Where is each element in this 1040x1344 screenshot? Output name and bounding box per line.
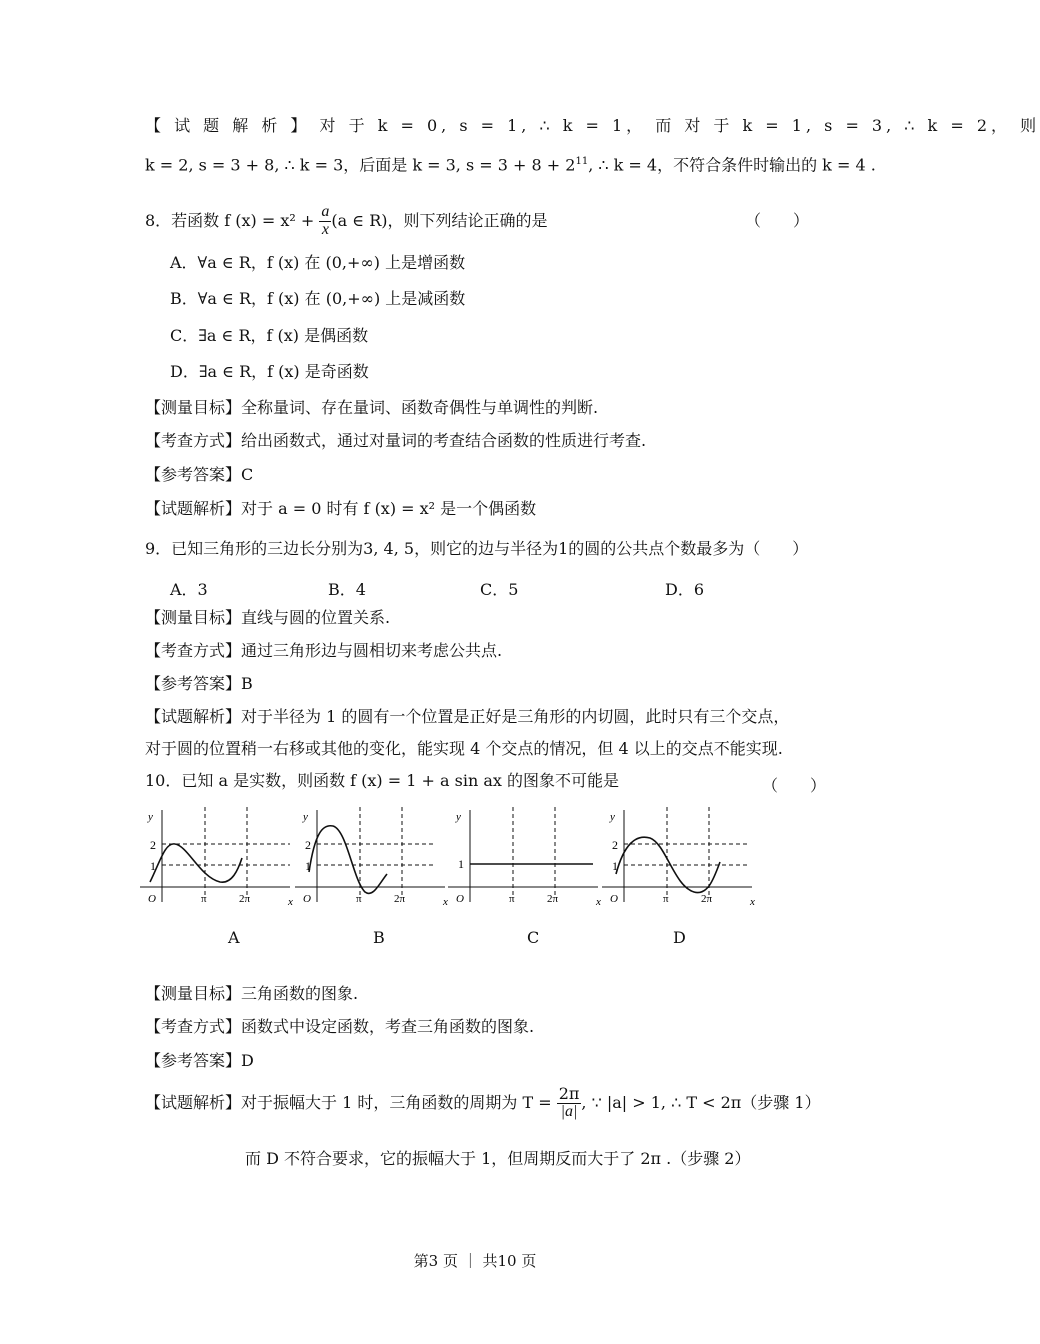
graph-c-origin: O (456, 893, 464, 905)
graph-c-tick-2pi: 2π (547, 893, 559, 905)
graph-c (448, 802, 608, 907)
graph-c-tick-pi: π (509, 893, 515, 905)
graph-d-y-label: y (610, 811, 615, 823)
graph-d-x-label: x (750, 896, 755, 908)
graph-a-tick-pi: π (201, 893, 207, 905)
graph-b-tick-2pi: 2π (394, 893, 406, 905)
q8-analysis: 【试题解析】对于 a = 0 时有 f (x) = x² 是一个偶函数 (145, 499, 537, 518)
graph-a-x-label: x (288, 896, 293, 908)
graph-a-tick-2: 2 (150, 838, 156, 852)
graph-b-origin: O (303, 893, 311, 905)
q10-target: 【测量目标】三角函数的图象. (145, 984, 359, 1003)
graph-d-origin: O (610, 893, 618, 905)
graph-c-label: C (527, 928, 540, 947)
q8-option-b: B．∀a ∈ R，f (x) 在 (0,+∞) 上是减函数 (170, 289, 466, 308)
q9-option-d: D．6 (665, 580, 705, 599)
graph-a-label: A (228, 928, 240, 947)
q9-option-c: C．5 (480, 580, 519, 599)
graph-c-x-label: x (596, 896, 601, 908)
graph-c-tick-1: 1 (458, 857, 464, 871)
graph-d-tick-2pi: 2π (701, 893, 713, 905)
graph-b-label: B (373, 928, 385, 947)
graph-b-tick-2: 2 (305, 838, 311, 852)
q8-option-d: D．∃a ∈ R，f (x) 是奇函数 (170, 362, 369, 381)
graph-a-origin: O (148, 893, 156, 905)
q10-analysis-line1: 【试题解析】对于振幅大于 1 时，三角函数的周期为 T = $\frac{2\pi}{|a|}$ , ∵ |a| > 1, ∴ T < 2π（步骤 1） (145, 1084, 821, 1120)
q9-stem: 9．已知三角形的三边长分别为3, 4, 5，则它的边与半径为1的圆的公共点个数最多为（ ） (145, 539, 809, 558)
graph-a-tick-1: 1 (150, 859, 156, 873)
q8-fraction: $\frac{a}{x}$ (321, 203, 330, 238)
q10-fraction: $\frac{2\pi}{|a|}$ (558, 1084, 580, 1120)
graph-a-tick-2pi: 2π (239, 893, 251, 905)
graph-d (602, 802, 762, 907)
graph-b-x-label: x (443, 896, 448, 908)
graph-d-tick-pi: π (663, 893, 669, 905)
graph-a (140, 802, 300, 907)
q10-method: 【考查方式】函数式中设定函数，考查三角函数的图象. (145, 1017, 535, 1036)
q9-option-a: A．3 (170, 580, 208, 599)
graph-b (295, 802, 455, 907)
q10-stem: 10．已知 a 是实数，则函数 f (x) = 1 + a sin ax 的图象不可能是 (145, 771, 620, 790)
q9-analysis-line2: 对于圆的位置稍一右移或其他的变化，能实现 4 个交点的情况，但 4 以上的交点不能实现. (145, 739, 783, 758)
q7-analysis-line1: 【 试 题 解 析 】 对 于 k = 0, s = 1, ∴ k = 1， 而 对 于 k = 1, s = 3, ∴ k = 2， 则 (145, 116, 1040, 135)
q9-method: 【考查方式】通过三角形边与圆相切来考虑公共点. (145, 641, 503, 660)
q8-target: 【测量目标】全称量词、存在量词、函数奇偶性与单调性的判断. (145, 398, 599, 417)
q10-analysis-line2: 而 D 不符合要求，它的振幅大于 1，但周期反而大于了 2π .（步骤 2） (245, 1149, 751, 1168)
graph-c-y-label: y (456, 811, 461, 823)
graph-d-tick-2: 2 (612, 838, 618, 852)
q7-analysis-line2: k = 2, s = 3 + 8, ∴ k = 3，后面是 k = 3, $s = 3 + 8 + 2^{11}$, ∴ k = 4，不符合条件时输出的 k = 4 . (145, 155, 876, 175)
graph-b-tick-pi: π (356, 893, 362, 905)
q8-answer-blank: （ ） (745, 211, 810, 230)
q8-stem: 8．若函数 f (x) = x² + $\frac{a}{x}$ (a ∈ R)，则下列结论正确的是 (145, 203, 548, 238)
q8-option-a: A．∀a ∈ R，f (x) 在 (0,+∞) 上是增函数 (170, 253, 466, 272)
graph-d-tick-1: 1 (612, 859, 618, 873)
q8-option-c: C．∃a ∈ R，f (x) 是偶函数 (170, 326, 369, 345)
graph-b-tick-1: 1 (305, 859, 311, 873)
graph-d-label: D (673, 928, 686, 947)
page-footer: 第3 页 ｜ 共10 页 (413, 1252, 537, 1270)
q10-answer-blank: （ ） (762, 776, 827, 795)
q9-option-b: B．4 (328, 580, 366, 599)
q8-method: 【考查方式】给出函数式，通过对量词的考查结合函数的性质进行考查. (145, 431, 647, 450)
graph-b-y-label: y (303, 811, 308, 823)
q9-target: 【测量目标】直线与圆的位置关系. (145, 608, 391, 627)
q9-answer: 【参考答案】B (145, 674, 253, 693)
q9-analysis-line1: 【试题解析】对于半径为 1 的圆有一个位置是正好是三角形的内切圆，此时只有三个交点， (145, 707, 790, 726)
graph-a-y-label: y (148, 811, 153, 823)
q10-answer: 【参考答案】D (145, 1051, 254, 1070)
q8-answer: 【参考答案】C (145, 465, 254, 484)
